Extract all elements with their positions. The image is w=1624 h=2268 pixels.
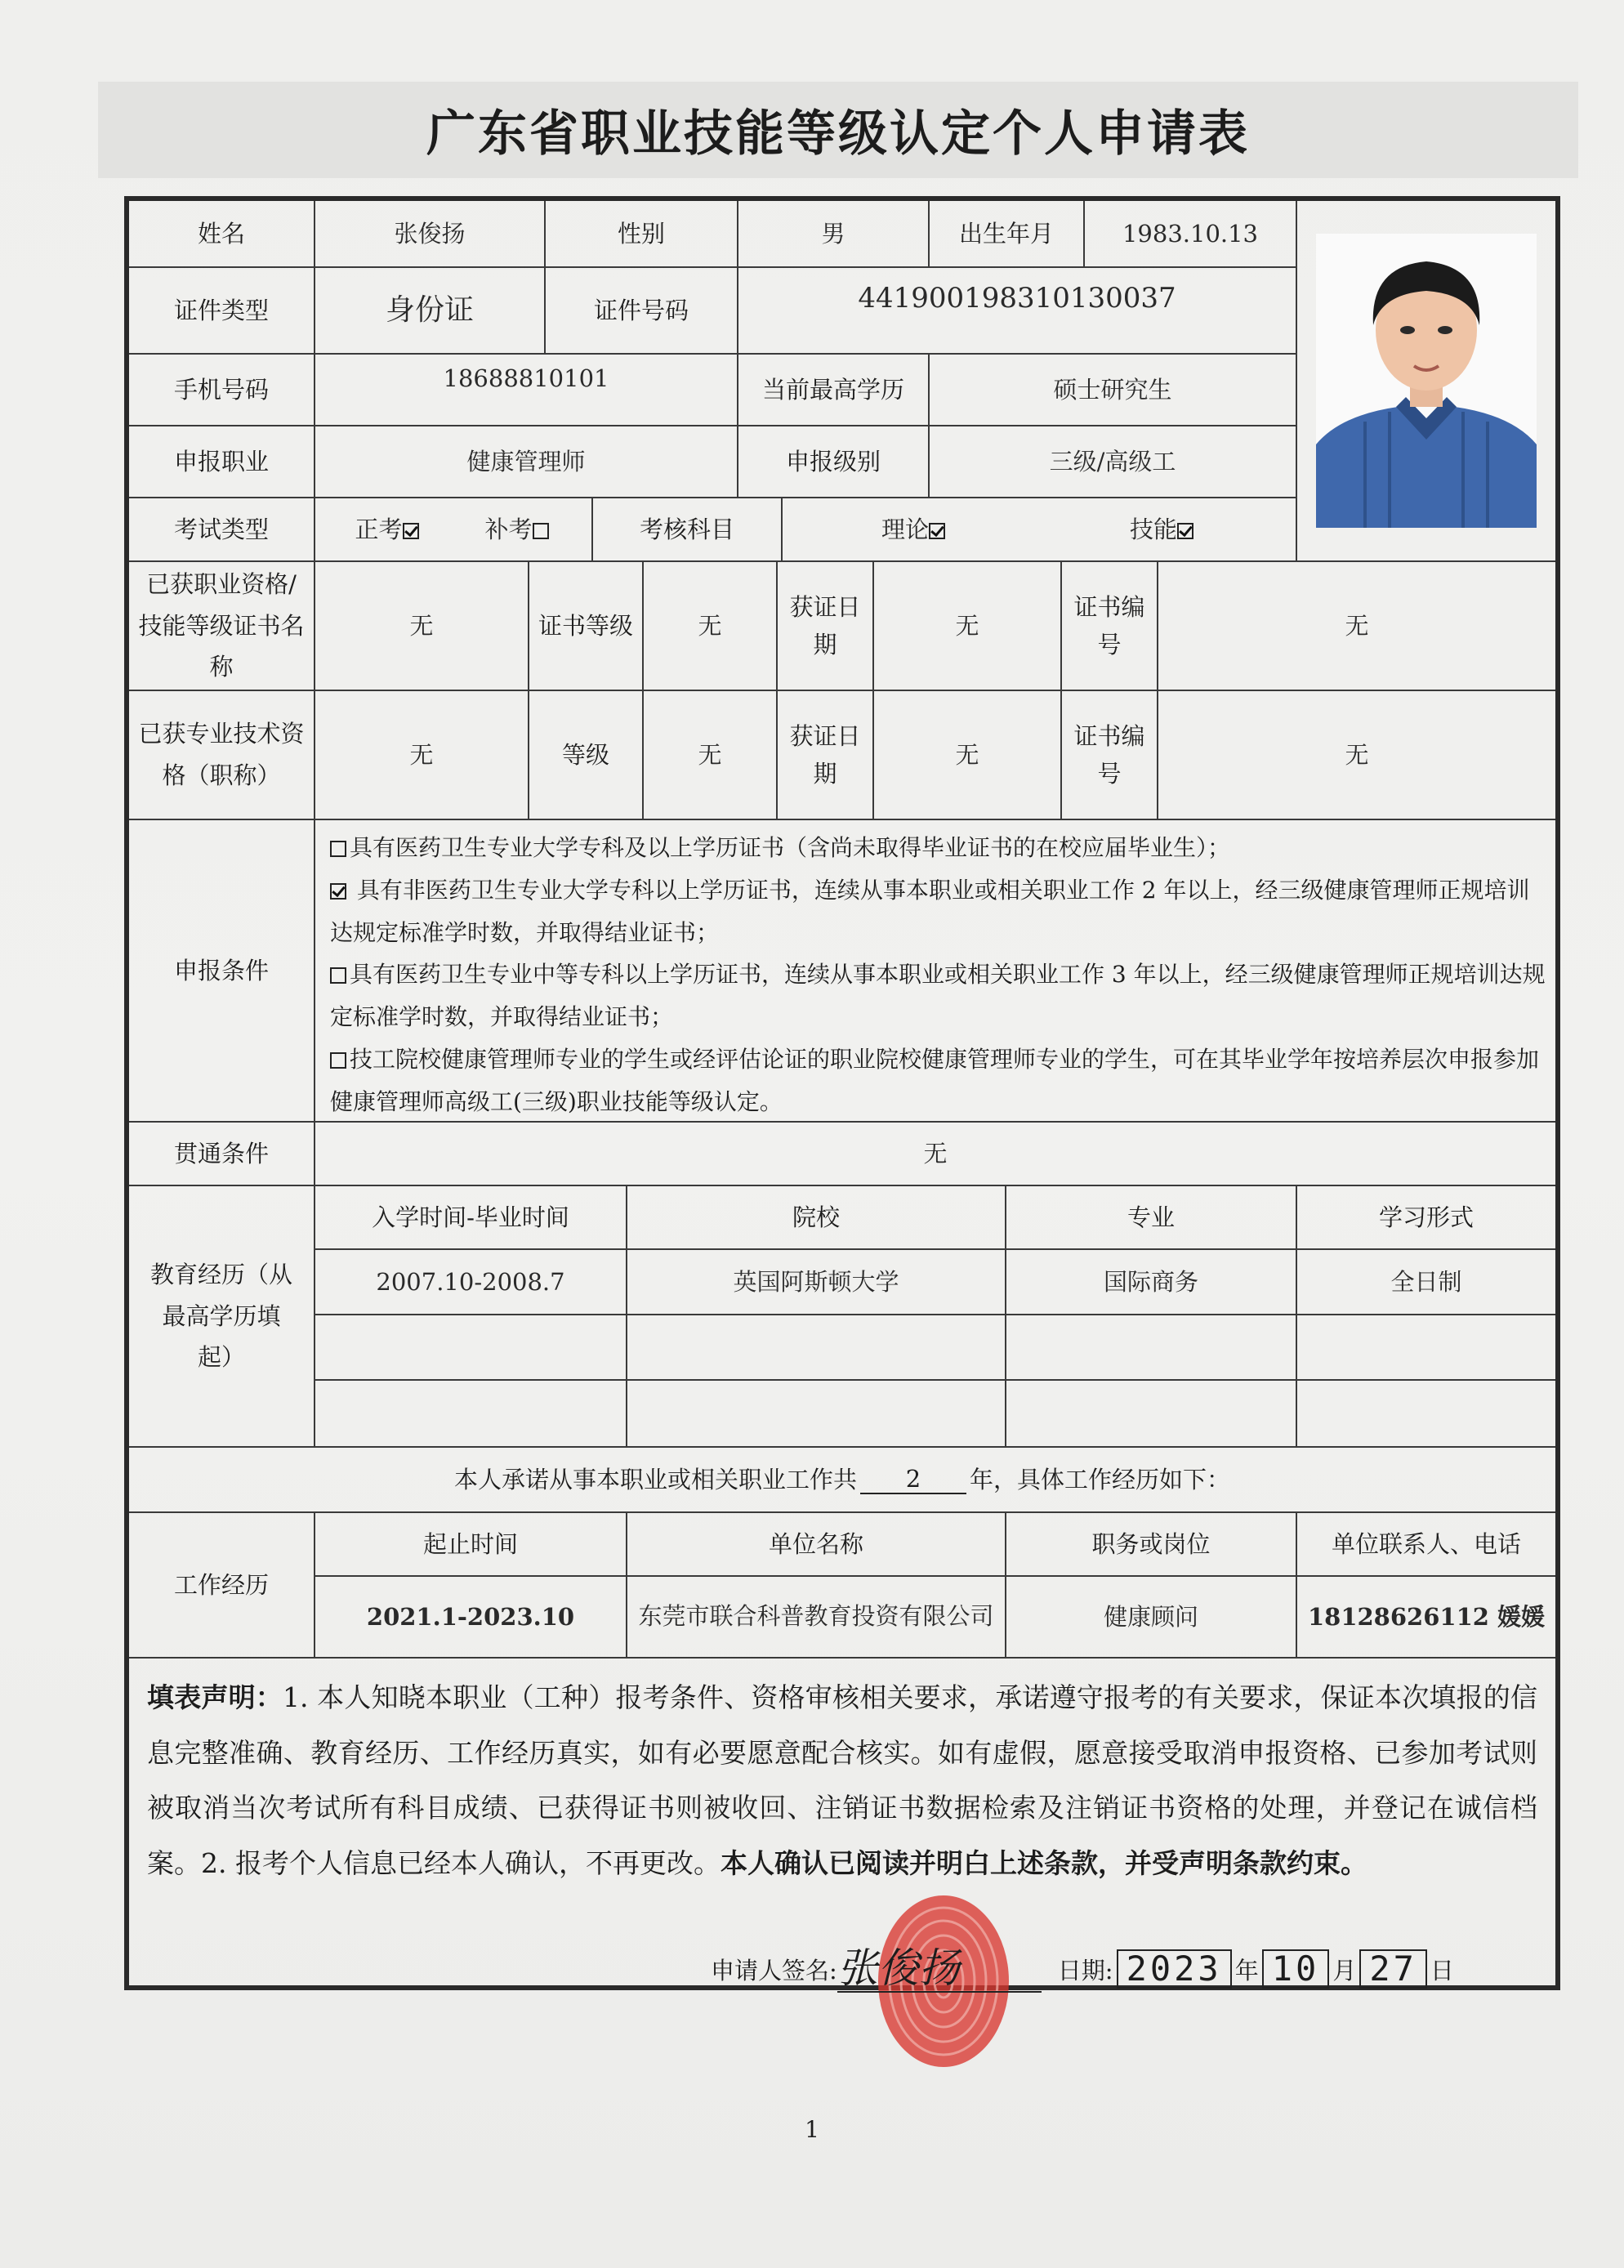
edu-empty-cell bbox=[1297, 1381, 1555, 1448]
edu-header-period: 入学时间-毕业时间 bbox=[315, 1186, 627, 1250]
edu-empty-cell bbox=[1006, 1315, 1297, 1381]
tech-title-value: 无 bbox=[315, 691, 529, 820]
date-label: 日期: bbox=[1057, 1956, 1113, 1984]
sign-day[interactable]: 27 bbox=[1359, 1949, 1427, 1989]
sign-month[interactable]: 10 bbox=[1262, 1949, 1330, 1989]
conditions-label: 申报条件 bbox=[129, 820, 315, 1123]
gender-value: 男 bbox=[738, 201, 930, 268]
work-row-company: 东莞市联合科普教育投资有限公司 bbox=[627, 1577, 1006, 1659]
exam-type-label: 考试类型 bbox=[129, 498, 315, 562]
education-history-label: 教育经历（从最高学历填起） bbox=[129, 1186, 315, 1448]
condition-item[interactable]: 具有非医药卫生专业大学专科以上学历证书，连续从事本职业或相关职业工作 2 年以上，经三级健康管理师正规培训达规定标准学时数，并取得结业证书； bbox=[330, 876, 1530, 946]
checkbox-empty-icon[interactable] bbox=[330, 967, 346, 984]
checkbox-checked-icon[interactable] bbox=[1177, 523, 1193, 539]
edu-empty-cell bbox=[315, 1381, 627, 1448]
work-row-period: 2021.1-2023.10 bbox=[315, 1577, 627, 1659]
work-years-value: 2 bbox=[860, 1465, 966, 1495]
edu-empty-cell bbox=[315, 1315, 627, 1381]
occupation-label: 申报职业 bbox=[129, 426, 315, 498]
checkbox-empty-icon[interactable] bbox=[330, 841, 346, 857]
condition-item[interactable]: 具有医药卫生专业大学专科及以上学历证书（含尚未取得毕业证书的在校应届毕业生）； bbox=[330, 827, 1547, 869]
cert-number-value: 无 bbox=[1158, 562, 1555, 691]
edu-empty-cell bbox=[627, 1315, 1006, 1381]
name-value: 张俊扬 bbox=[315, 201, 546, 268]
work-header-contact: 单位联系人、电话 bbox=[1297, 1513, 1555, 1577]
phone-value: 18688810101 bbox=[315, 355, 738, 426]
checkbox-checked-icon[interactable] bbox=[330, 883, 346, 900]
edu-empty-cell bbox=[1297, 1315, 1555, 1381]
portrait-photo bbox=[1316, 234, 1537, 528]
tech-date-label: 获证日期 bbox=[778, 691, 874, 820]
applicant-signature[interactable]: 张俊扬 bbox=[837, 1946, 1042, 1993]
level-label: 申报级别 bbox=[738, 426, 930, 498]
checkbox-checked-icon[interactable] bbox=[403, 523, 419, 539]
id-type-label: 证件类型 bbox=[129, 268, 315, 355]
tech-date-value: 无 bbox=[874, 691, 1062, 820]
work-history-label: 工作经历 bbox=[129, 1513, 315, 1659]
level-value: 三级/高级工 bbox=[930, 426, 1297, 498]
id-number-label: 证件号码 bbox=[546, 268, 738, 355]
edu-empty-cell bbox=[1006, 1381, 1297, 1448]
signature-label: 申请人签名: bbox=[711, 1956, 837, 1984]
form-title: 广东省职业技能等级认定个人申请表 bbox=[426, 105, 1250, 163]
work-header-position: 职务或岗位 bbox=[1006, 1513, 1297, 1577]
title-band bbox=[98, 82, 1578, 178]
subject-options bbox=[783, 498, 1297, 562]
exam-makeup-option[interactable]: 补考 bbox=[484, 511, 551, 548]
gender-label: 性别 bbox=[546, 201, 738, 268]
exam-type-options bbox=[315, 498, 593, 562]
cert-level-value: 无 bbox=[644, 562, 778, 691]
declaration-heading: 填表声明： bbox=[147, 1681, 283, 1713]
edu-empty-cell bbox=[627, 1381, 1006, 1448]
work-header-company: 单位名称 bbox=[627, 1513, 1006, 1577]
edu-header-mode: 学习形式 bbox=[1297, 1186, 1555, 1250]
through-condition-label: 贯通条件 bbox=[129, 1123, 315, 1186]
exam-regular-option[interactable]: 正考 bbox=[355, 511, 422, 548]
conditions-list bbox=[315, 820, 1555, 1123]
qualification-cert-label: 已获职业资格/技能等级证书名称 bbox=[129, 562, 315, 691]
cert-number-label: 证书编号 bbox=[1062, 562, 1158, 691]
subject-skill-option[interactable]: 技能 bbox=[1130, 511, 1197, 548]
tech-title-label: 已获专业技术资格（职称） bbox=[129, 691, 315, 820]
condition-item[interactable]: 具有医药卫生专业中等专科以上学历证书，连续从事本职业或相关职业工作 3 年以上，经三级健康管理师正规培训达规定标准学时数，并取得结业证书； bbox=[330, 961, 1546, 1031]
work-header-period: 起止时间 bbox=[315, 1513, 627, 1577]
tech-number-value: 无 bbox=[1158, 691, 1555, 820]
applicant-photo bbox=[1297, 201, 1555, 562]
checkbox-empty-icon[interactable] bbox=[330, 1052, 346, 1069]
work-row-position: 健康顾问 bbox=[1006, 1577, 1297, 1659]
edu-row-mode: 全日制 bbox=[1297, 1250, 1555, 1315]
edu-row-period: 2007.10-2008.7 bbox=[315, 1250, 627, 1315]
education-label: 当前最高学历 bbox=[738, 355, 930, 426]
work-pledge: 本人承诺从事本职业或相关职业工作共 2 年，具体工作经历如下： bbox=[129, 1448, 1555, 1513]
checkbox-checked-icon[interactable] bbox=[929, 523, 945, 539]
cert-level-label: 证书等级 bbox=[529, 562, 644, 691]
birth-label: 出生年月 bbox=[930, 201, 1085, 268]
checkbox-empty-icon[interactable] bbox=[533, 523, 549, 539]
education-value: 硕士研究生 bbox=[930, 355, 1297, 426]
work-row-contact: 18128626112 媛媛 bbox=[1297, 1577, 1555, 1659]
occupation-value: 健康管理师 bbox=[315, 426, 738, 498]
name-label: 姓名 bbox=[129, 201, 315, 268]
signature-row: 申请人签名: 张俊扬 日期: 2023 年 10 月 27 日 bbox=[711, 1944, 1454, 1992]
cert-date-label: 获证日期 bbox=[778, 562, 874, 691]
declaration-body: 1. 本人知晓本职业（工种）报考条件、资格审核相关要求，承诺遵守报考的有关要求，保证本次填报的信息完整准确、教育经历、工作经历真实，如有必要愿意配合核实。如有虚假，愿意接受取消申报资格、已参加考试则被取消当次考试所有科目成绩、已获得证书则被收回、注销证书数据检索及注销证书资格的处理，并登记在诚信档案。2. 报考个人信息已经本人确认，不再更改。 bbox=[147, 1681, 1538, 1879]
grade-value: 无 bbox=[644, 691, 778, 820]
birth-value: 1983.10.13 bbox=[1085, 201, 1297, 268]
through-condition-value: 无 bbox=[315, 1123, 1555, 1186]
id-type-value: 身份证 bbox=[315, 268, 546, 355]
edu-row-major: 国际商务 bbox=[1006, 1250, 1297, 1315]
phone-label: 手机号码 bbox=[129, 355, 315, 426]
subject-label: 考核科目 bbox=[593, 498, 783, 562]
grade-label: 等级 bbox=[529, 691, 644, 820]
declaration-bold-tail: 本人确认已阅读并明白上述条款，并受声明条款约束。 bbox=[720, 1846, 1367, 1879]
condition-item[interactable]: 技工院校健康管理师专业的学生或经评估论证的职业院校健康管理师专业的学生，可在其毕业学年按培养层次申报参加健康管理师高级工(三级)职业技能等级认定。 bbox=[330, 1045, 1540, 1115]
qualification-cert-value: 无 bbox=[315, 562, 529, 691]
sign-year[interactable]: 2023 bbox=[1117, 1949, 1232, 1989]
subject-theory-option[interactable]: 理论 bbox=[881, 511, 948, 548]
edu-header-school: 院校 bbox=[627, 1186, 1006, 1250]
declaration bbox=[124, 1652, 1560, 1995]
tech-number-label: 证书编号 bbox=[1062, 691, 1158, 820]
page-number: 1 bbox=[805, 2116, 819, 2143]
cert-date-value: 无 bbox=[874, 562, 1062, 691]
edu-row-school: 英国阿斯顿大学 bbox=[627, 1250, 1006, 1315]
id-number-value: 441900198310130037 bbox=[738, 268, 1297, 355]
edu-header-major: 专业 bbox=[1006, 1186, 1297, 1250]
